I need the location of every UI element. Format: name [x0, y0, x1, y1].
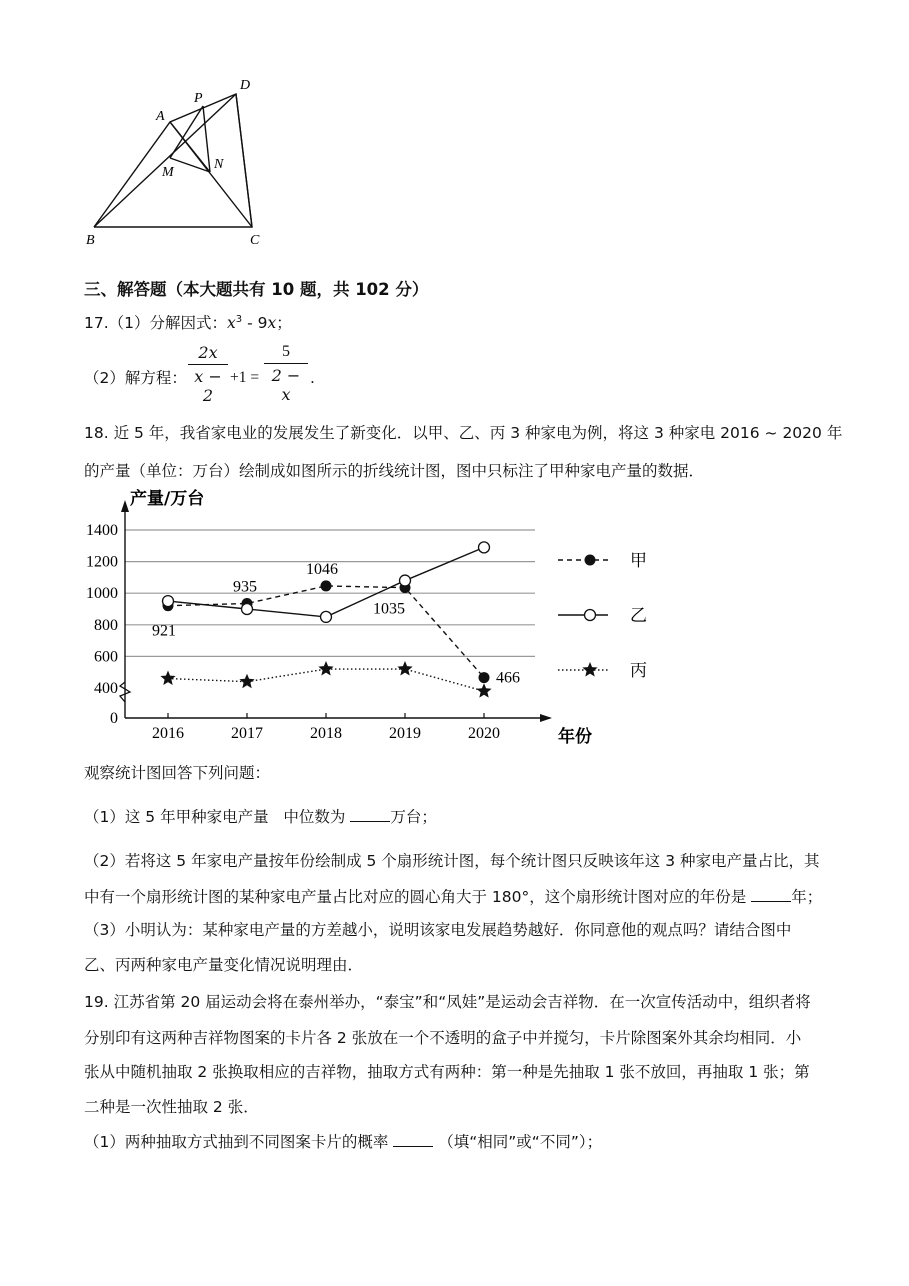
- q17-plus-one: +1 =: [230, 369, 260, 386]
- q18-observe: 观察统计图回答下列问题：: [84, 764, 271, 782]
- q17-fraction-left: 2x x − 2: [188, 343, 228, 405]
- x-tick-label: 2018: [310, 725, 342, 742]
- data-point-乙: [163, 596, 174, 607]
- legend-marker: [585, 610, 596, 621]
- data-point-乙: [400, 575, 411, 586]
- label-P: P: [194, 91, 203, 106]
- legend-marker: [582, 662, 597, 677]
- y-tick-label: 0: [110, 710, 118, 727]
- label-A: A: [156, 109, 165, 124]
- legend-label: 乙: [630, 606, 647, 626]
- data-point-丙: [476, 683, 491, 697]
- q19-part1: （1）两种抽取方式抽到不同图案卡片的概率 （填“相同”或“不同”）；: [84, 1133, 603, 1151]
- q17-fraction-right: 5 2 − x: [264, 343, 308, 404]
- y-tick-label: 400: [94, 680, 118, 697]
- x-tick-label: 2020: [468, 725, 500, 742]
- y-axis-title: 产量/万台: [130, 489, 205, 509]
- q19-line2: 分别印有这两种吉祥物图案的卡片各 2 张放在一个不透明的盒子中并搅匀，卡片除图案外其余均相同．小: [84, 1029, 802, 1047]
- data-point-乙: [479, 542, 490, 553]
- label-C: C: [250, 233, 260, 248]
- data-point-甲: [479, 672, 490, 683]
- data-point-丙: [397, 661, 412, 676]
- x-axis-title: 年份: [558, 727, 592, 747]
- data-label: 1035: [373, 600, 405, 618]
- answer-blank[interactable]: [751, 887, 791, 902]
- x-tick-label: 2019: [389, 725, 421, 742]
- y-tick-label: 1000: [86, 585, 118, 603]
- y-tick-label: 1200: [86, 553, 118, 571]
- q18-part1: （1）这 5 年甲种家电产量 中位数为 万台；: [84, 808, 437, 826]
- label-N: N: [214, 157, 224, 172]
- data-label: 921: [152, 622, 176, 640]
- data-label: 1046: [306, 560, 338, 578]
- legend-marker: [585, 555, 596, 566]
- y-tick-label: 800: [94, 616, 118, 634]
- geometry-figure: [80, 72, 280, 252]
- production-line-chart: [80, 488, 680, 753]
- y-tick-label: 600: [94, 648, 118, 666]
- data-point-丙: [160, 671, 175, 686]
- q19-line1: 19. 江苏省第 20 届运动会将在泰州举办，“泰宝”和“凤娃”是运动会吉祥物．在一次宣传活动中，组织者将: [84, 993, 811, 1011]
- q18-line1: 18. 近 5 年，我省家电业的发展发生了新变化．以甲、乙、丙 3 种家电为例，将这 3 种家电 2016 ~ 2020 年: [84, 424, 843, 442]
- q17-end: .: [310, 369, 315, 387]
- y-axis-arrow: [121, 500, 129, 512]
- data-point-丙: [318, 661, 333, 676]
- data-point-甲: [321, 580, 332, 591]
- q19-line4: 二种是一次性抽取 2 张．: [84, 1098, 259, 1116]
- x-axis-arrow: [540, 714, 552, 722]
- q19-line3: 张从中随机抽取 2 张换取相应的吉祥物，抽取方式有两种：第一种是先抽取 1 张不放回，再抽取 1 张；第: [84, 1063, 810, 1081]
- y-tick-label: 1400: [86, 522, 118, 539]
- x-tick-label: 2016: [152, 725, 184, 742]
- data-label: 466: [496, 669, 520, 687]
- q18-part2-line2: 中有一个扇形统计图的某种家电产量占比对应的圆心角大于 180°，这个扇形统计图对应的年份是 年；: [84, 888, 823, 906]
- x-tick-label: 2017: [231, 725, 263, 742]
- data-label: 935: [233, 578, 257, 596]
- legend-label: 甲: [630, 551, 647, 571]
- label-M: M: [162, 165, 174, 180]
- legend-label: 丙: [630, 661, 647, 681]
- data-point-丙: [239, 674, 254, 689]
- q17-part2-label: （2）解方程：: [84, 369, 187, 387]
- q18-line2: 的产量（单位：万台）绘制成如图所示的折线统计图，图中只标注了甲种家电产量的数据．: [84, 462, 705, 480]
- q18-part2-line1: （2）若将这 5 年家电产量按年份绘制成 5 个扇形统计图，每个统计图只反映该年这 3 种家电产量占比，其: [84, 852, 820, 870]
- label-B: B: [86, 233, 95, 248]
- q18-part3-line2: 乙、丙两种家电产量变化情况说明理由．: [84, 956, 364, 974]
- data-point-乙: [242, 604, 253, 615]
- label-D: D: [240, 78, 251, 93]
- section-title: 三、解答题（本大题共有 10 题，共 102 分）: [84, 280, 429, 299]
- q18-part3-line1: （3）小明认为：某种家电产量的方差越小，说明该家电发展趋势越好．你同意他的观点吗？请结合图中: [84, 921, 792, 939]
- q17-part1: 17.（1）分解因式：$x^3 - 9x$；: [84, 314, 292, 333]
- answer-blank[interactable]: [350, 807, 390, 822]
- data-point-乙: [321, 611, 332, 622]
- answer-blank[interactable]: [393, 1132, 433, 1147]
